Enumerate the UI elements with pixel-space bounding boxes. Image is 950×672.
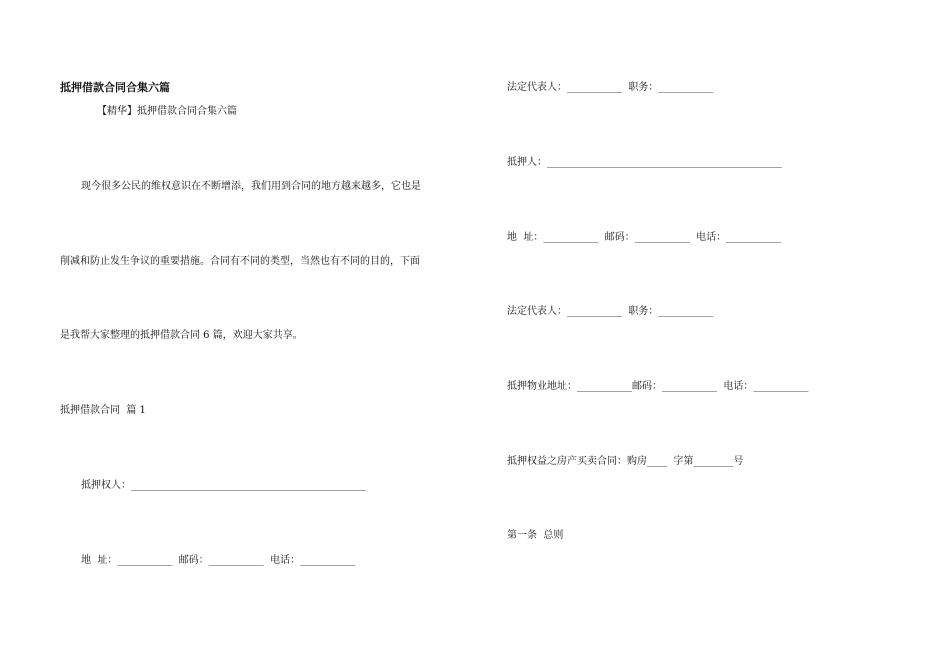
mortgagor-field: 抵押人：_______________________________________________ <box>507 157 782 168</box>
mortgagee-field: 抵押权人：_______________________________________________ <box>81 480 366 491</box>
section-heading: 抵押借款合同 篇 1 <box>60 405 146 416</box>
mortgagor-address-field: 地 址：___________ 邮码：___________ 电话：___________ <box>507 232 782 243</box>
purchase-contract-field: 抵押权益之房产买卖合同：购房____ 字第________号 <box>507 456 744 467</box>
document-subtitle: 【精华】抵押借款合同合集六篇 <box>97 106 237 117</box>
article-one-heading: 第一条 总则 <box>507 530 564 541</box>
legal-representative-field: 法定代表人：___________ 职务：___________ <box>507 82 714 93</box>
intro-line-3: 是我帮大家整理的抵押借款合同 6 篇，欢迎大家共享。 <box>60 330 303 341</box>
document-title: 抵押借款合同合集六篇 <box>60 81 170 94</box>
intro-line-1: 现今很多公民的维权意识在不断增添，我们用到合同的地方越来越多，它也是 <box>81 181 421 192</box>
property-address-field: 抵押物业地址：___________邮码：___________ 电话：___________ <box>507 381 809 392</box>
mortgagor-legal-representative-field: 法定代表人：___________ 职务：___________ <box>507 306 714 317</box>
mortgagee-address-field: 地 址：___________ 邮码：___________ 电话：___________ <box>81 555 356 566</box>
intro-line-2: 削减和防止发生争议的重要措施。合同有不同的类型，当然也有不同的目的，下面 <box>60 256 420 267</box>
